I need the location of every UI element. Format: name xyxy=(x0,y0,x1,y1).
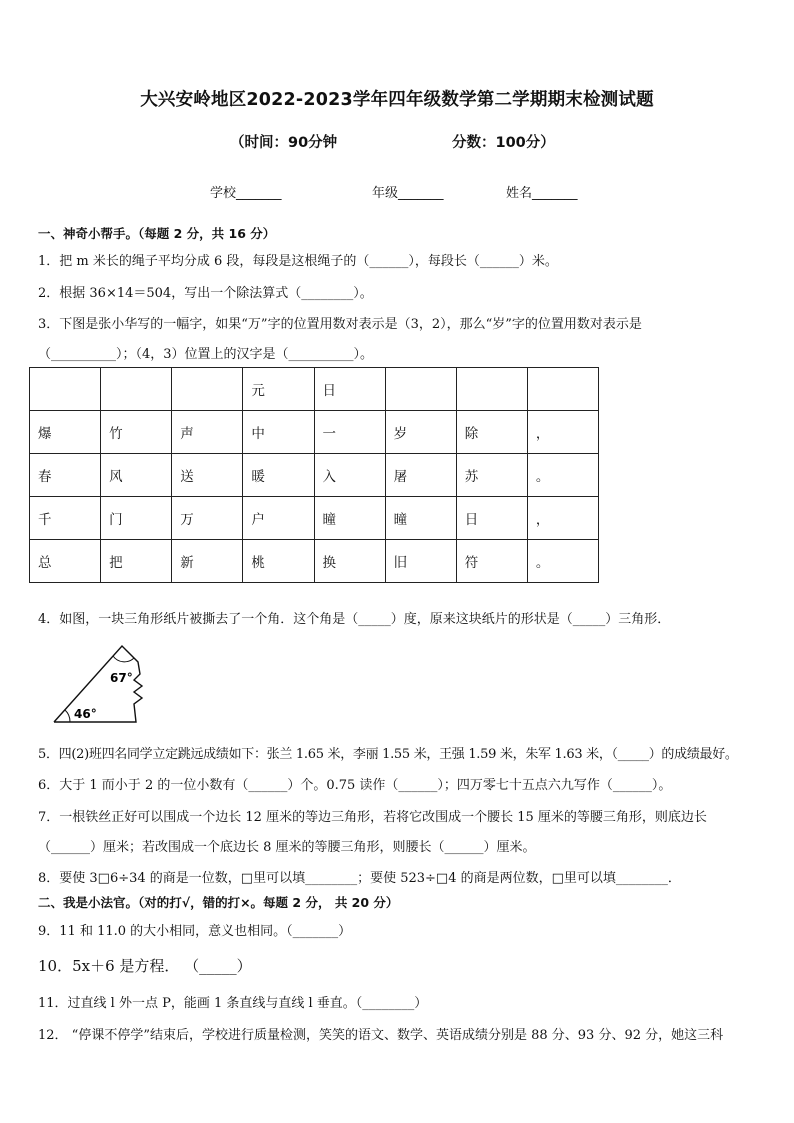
grid-cell: ， xyxy=(527,411,598,454)
torn-triangle-figure xyxy=(50,640,160,728)
angle-arc-top xyxy=(113,656,134,662)
grid-cell: 万 xyxy=(172,497,243,540)
exam-time: （时间：90分钟 xyxy=(230,135,338,151)
grid-cell: 符 xyxy=(456,540,527,583)
grid-cell: 竹 xyxy=(101,411,172,454)
grid-row xyxy=(30,411,599,454)
question-5: 5．四(2)班四名同学立定跳远成绩如下：张兰 1.65 米，李丽 1.55 米，王强 1.59 米，朱军 1.63 米，（_____）的成绩最好。 xyxy=(38,747,738,762)
question-9: 9．11 和 11.0 的大小相同，意义也相同。（_______） xyxy=(38,924,352,939)
grid-row xyxy=(30,497,599,540)
question-1: 1．把 m 米长的绳子平均分成 6 段，每段是这根绳子的（______），每段长（______）米。 xyxy=(38,254,558,269)
name-field: 姓名_______ xyxy=(506,186,578,201)
grid-cell: 中 xyxy=(243,411,314,454)
question-6: 6．大于 1 而小于 2 的一位小数有（______）个。0.75 读作（______）；四万零七十五点六九写作（______）。 xyxy=(38,778,672,793)
grid-cell: 一 xyxy=(314,411,385,454)
question-3-line-2: （__________）；（4，3）位置上的汉字是（__________）。 xyxy=(38,347,374,362)
grid-cell: 总 xyxy=(30,540,101,583)
section-2-heading: 二、我是小法官。（对的打√，错的打×。每题 2 分， 共 20 分） xyxy=(38,895,399,910)
section-1-heading: 一、神奇小帮手。（每题 2 分，共 16 分） xyxy=(38,226,276,241)
question-4: 4．如图，一块三角形纸片被撕去了一个角．这个角是（_____）度，原来这块纸片的形状是（_____）三角形． xyxy=(38,612,671,627)
grid-cell xyxy=(30,368,101,411)
grid-cell: 春 xyxy=(30,454,101,497)
grid-cell: 屠 xyxy=(385,454,456,497)
grid-cell: 。 xyxy=(527,540,598,583)
grid-cell: 曈 xyxy=(385,497,456,540)
grade-field: 年级_______ xyxy=(372,186,444,201)
grid-cell: 风 xyxy=(101,454,172,497)
grid-cell: ， xyxy=(527,497,598,540)
grid-cell xyxy=(385,368,456,411)
grid-cell xyxy=(527,368,598,411)
grid-cell xyxy=(456,368,527,411)
angle-label-top: 67° xyxy=(110,671,133,685)
question-2: 2．根据 36×14＝504，写出一个除法算式（________）。 xyxy=(38,286,373,301)
grid-cell: 苏 xyxy=(456,454,527,497)
question-11: 11．过直线 l 外一点 P，能画 1 条直线与直线 l 垂直。（________） xyxy=(38,996,428,1011)
question-10: 10．5x＋6 是方程． （_____） xyxy=(38,957,252,975)
grid-cell: 桃 xyxy=(243,540,314,583)
grid-cell: 千 xyxy=(30,497,101,540)
grid-cell: 声 xyxy=(172,411,243,454)
question-12: 12． “停课不停学”结束后，学校进行质量检测，笑笑的语文、数学、英语成绩分别是 88 分、93 分、92 分，她这三科 xyxy=(38,1028,724,1043)
grid-cell: 入 xyxy=(314,454,385,497)
grid-cell: 新 xyxy=(172,540,243,583)
grid-cell: 岁 xyxy=(385,411,456,454)
grid-cell xyxy=(172,368,243,411)
grid-cell: 门 xyxy=(101,497,172,540)
school-field: 学校_______ xyxy=(210,186,282,201)
grid-cell: 曈 xyxy=(314,497,385,540)
grid-row xyxy=(30,368,599,411)
angle-arc-bottom xyxy=(65,710,70,722)
grid-cell xyxy=(101,368,172,411)
grid-cell: 换 xyxy=(314,540,385,583)
grid-cell: 日 xyxy=(456,497,527,540)
page-title: 大兴安岭地区2022-2023学年四年级数学第二学期期末检测试题 xyxy=(140,90,654,110)
grid-cell: 暖 xyxy=(243,454,314,497)
grid-cell: 送 xyxy=(172,454,243,497)
grid-cell: 日 xyxy=(314,368,385,411)
grid-row xyxy=(30,540,599,583)
grid-row xyxy=(30,454,599,497)
question-7-line-2: （______）厘米；若改围成一个底边长 8 厘米的等腰三角形，则腰长（______）厘米。 xyxy=(38,840,536,855)
question-3-line-1: 3．下图是张小华写的一幅字，如果“万”字的位置用数对表示是（3，2），那么“岁”字的位置用数对表示是 xyxy=(38,317,642,332)
grid-cell: 。 xyxy=(527,454,598,497)
question-8: 8．要使 3□6÷34 的商是一位数，□里可以填________；要使 523÷□4 的商是两位数，□里可以填________． xyxy=(38,871,681,886)
grid-cell: 把 xyxy=(101,540,172,583)
exam-score: 分数：100分） xyxy=(452,135,555,151)
grid-cell: 元 xyxy=(243,368,314,411)
grid-cell: 除 xyxy=(456,411,527,454)
grid-cell: 旧 xyxy=(385,540,456,583)
character-grid xyxy=(29,367,599,583)
grid-cell: 爆 xyxy=(30,411,101,454)
angle-label-bottom: 46° xyxy=(74,707,97,721)
question-7-line-1: 7．一根铁丝正好可以围成一个边长 12 厘米的等边三角形，若将它改围成一个腰长 15 厘米的等腰三角形，则底边长 xyxy=(38,810,707,825)
grid-cell: 户 xyxy=(243,497,314,540)
